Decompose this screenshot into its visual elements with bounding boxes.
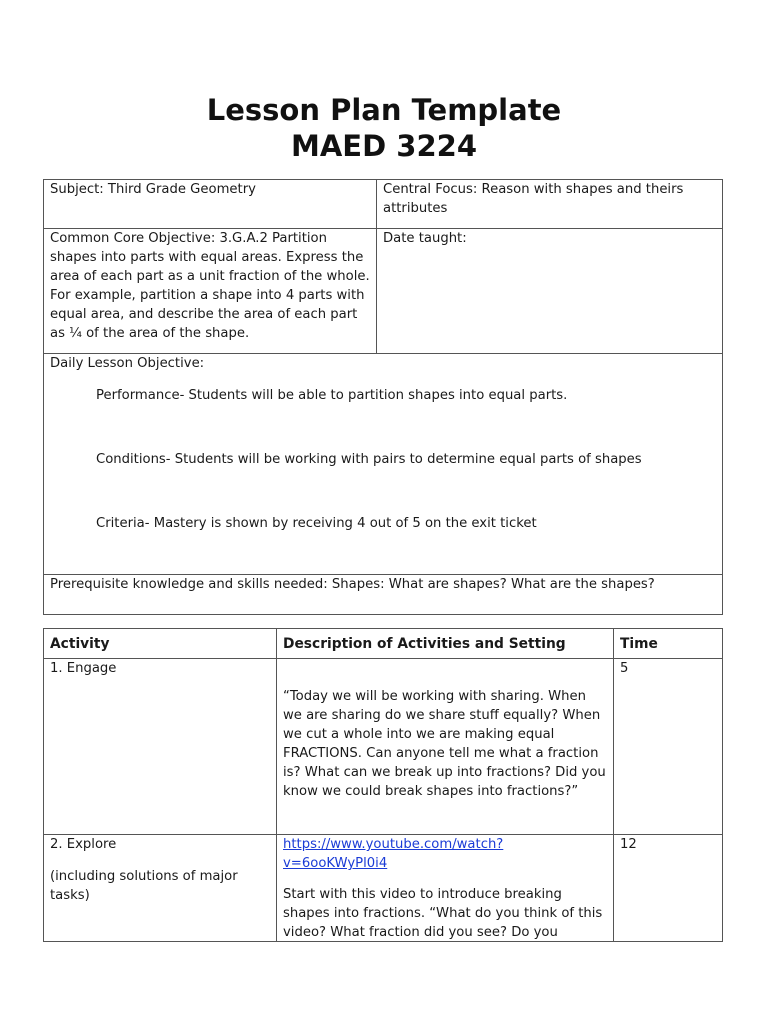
video-link[interactable] — [283, 835, 607, 873]
prerequisite-text: Prerequisite knowledge and skills needed: Shapes: What are shapes? What are the shapes? — [50, 577, 655, 592]
activity-cell — [44, 659, 277, 835]
video-link-line-1[interactable]: https://www.youtube.com/watch? — [283, 837, 504, 852]
common-core-text: Common Core Objective: 3.G.A.2 Partition shapes into parts with equal areas. Express the area of each part as a unit fraction of the whole. For example, partition a shape into 4 parts with equal area, and describe the area of each part as ¼ of the area of the shape. — [50, 231, 370, 341]
conditions-text: Conditions- Students will be working with pairs to determine equal parts of shapes — [96, 452, 642, 467]
activity-explore: 2. Explore — [50, 837, 117, 852]
explore-description: Start with this video to introduce breaking shapes into fractions. “What do you think of this video? What fraction did you see? Do you — [283, 887, 603, 940]
video-link-line-2[interactable]: v=6ooKWyPl0i4 — [283, 856, 388, 871]
explore-time: 12 — [620, 837, 637, 852]
activity-engage: 1. Engage — [50, 661, 117, 676]
central-focus-text: Central Focus: Reason with shapes and theirs attributes — [383, 182, 684, 216]
title-line-1: Lesson Plan Template — [206, 93, 562, 127]
engage-description: “Today we will be working with sharing. When we are sharing do we share stuff equally? When we cut a whole into we are making equal FRACTIONS. Can anyone tell me what a fraction is? What can we break up into fractions? Did you know we could break shapes into fractions?” — [283, 689, 606, 799]
time-header: Time — [614, 629, 723, 659]
description-cell — [277, 835, 614, 942]
table-row — [44, 354, 723, 575]
central-focus-cell — [377, 180, 723, 229]
table-row — [44, 180, 723, 229]
common-core-cell — [44, 229, 377, 354]
activity-header: Activity — [44, 629, 277, 659]
subject-cell — [44, 180, 377, 229]
date-taught-label: Date taught: — [383, 231, 467, 246]
daily-objective-label: Daily Lesson Objective: — [50, 356, 205, 371]
engage-time: 5 — [620, 661, 629, 676]
prerequisite-cell — [44, 575, 723, 615]
activity-table — [43, 628, 723, 942]
criteria-text: Criteria- Mastery is shown by receiving 4 out of 5 on the exit ticket — [96, 516, 537, 531]
table-row — [44, 229, 723, 354]
page-title — [0, 92, 768, 164]
table-header-row — [44, 629, 723, 659]
daily-objective-cell — [44, 354, 723, 575]
table-row — [44, 659, 723, 835]
description-header: Description of Activities and Setting — [277, 629, 614, 659]
time-cell — [614, 835, 723, 942]
subject-text: Subject: Third Grade Geometry — [50, 182, 256, 197]
explore-note: (including solutions of major tasks) — [50, 869, 238, 903]
time-cell — [614, 659, 723, 835]
description-cell — [277, 659, 614, 835]
performance-text: Performance- Students will be able to partition shapes into equal parts. — [96, 388, 568, 403]
lesson-info-table — [43, 179, 723, 615]
table-row — [44, 575, 723, 615]
activity-cell — [44, 835, 277, 942]
date-taught-cell — [377, 229, 723, 354]
title-line-2: MAED 3224 — [291, 129, 477, 163]
table-row — [44, 835, 723, 942]
